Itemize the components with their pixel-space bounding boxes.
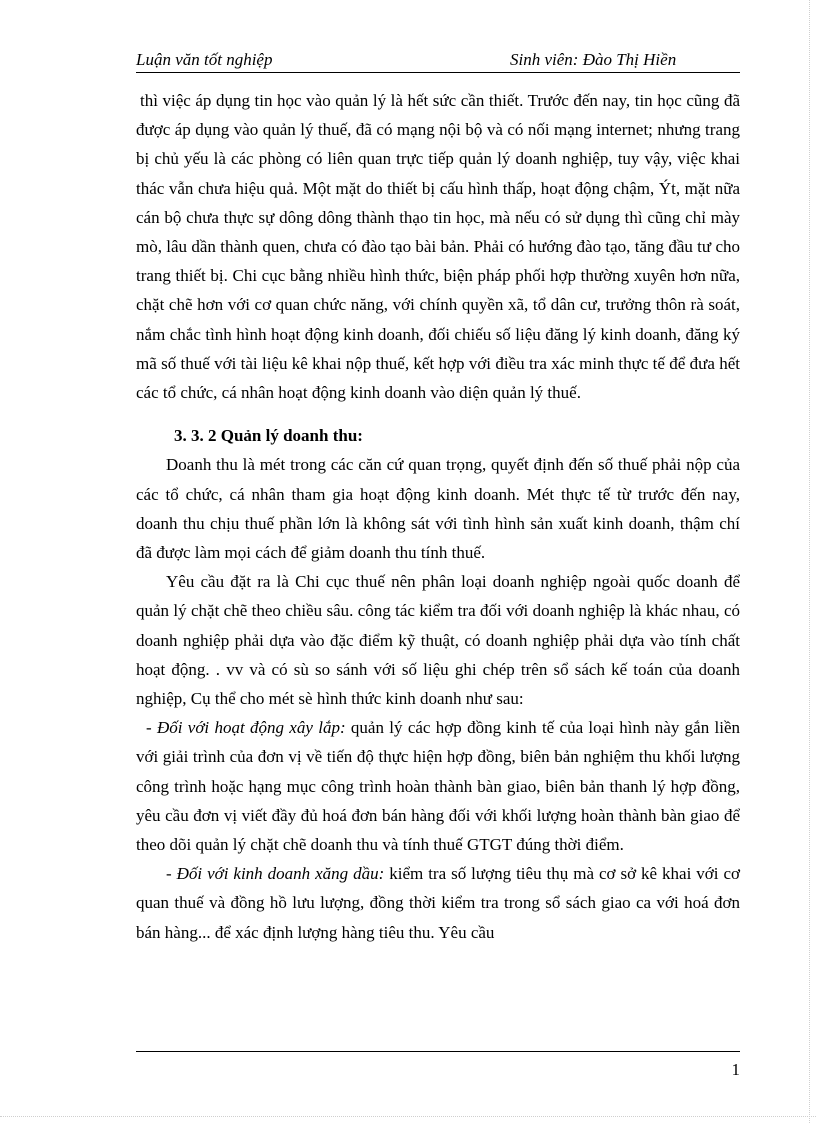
paragraph-construction: [136, 713, 740, 859]
header-thesis-title: Luận văn tốt nghiệp: [136, 50, 273, 69]
document-body: [136, 86, 740, 947]
section-heading-revenue-management: 3. 3. 2 Quản lý doanh thu:: [174, 426, 363, 446]
construction-label: - Đối với hoạt động xây lắp:: [146, 718, 346, 738]
paragraph-it-application: thì việc áp dụng tin học vào quản lý là hết sức cần thiết. Trước đến nay, tin học cũng đã được áp dụng vào quản lý thuế, đã có mạng nội bộ và có nối mạng internet; nhưng trang bị chủ yếu là các phòng có liên quan trực tiếp quản lý doanh nghiệp, tuy vậy, việc khai thác vẫn chưa hiệu quả. Một mặt do thiết bị cấu hình thấp, hoạt động chậm, Ýt, mặt nữa cán bộ chưa thực sự dông dông thành thạo tin học, mà nếu có sử dụng thì cũng chỉ mày mò, lâu dần thành quen, chưa có đào tạo bài bản. Phải có hướng đào tạo, tăng đầu tư cho trang thiết bị. Chi cục bằng nhiều hình thức, biện pháp phối hợp thường xuyên hơn nữa, chặt chẽ hơn với cơ quan chức năng, với chính quyền xã, tổ dân cư, trưởng thôn rà soát, nắm chắc tình hình hoạt động kinh doanh, đối chiếu số liệu đăng lý kinh doanh, đăng ký mã số thuế với tài liệu kê khai nộp thuế, kết hợp với điều tra xác minh thực tế để đưa hết các tổ chức, cá nhân hoạt động kinh doanh vào diện quản lý thuế.: [136, 91, 740, 403]
footer-rule: [136, 1051, 740, 1052]
petroleum-text: kiểm tra số lượng tiêu thụ mà cơ sở kê khai với cơ quan thuế và đồng hồ lưu lượng, đồng thời kiểm tra trong sổ sách giao ca với hoá đơn bán hàng... để xác định lượng hàng tiêu thu. Yêu cầu: [136, 864, 740, 942]
header-student-name: Sinh viên: Đào Thị Hiền: [510, 50, 677, 69]
paragraph-petroleum: [136, 859, 740, 947]
petroleum-label: - Đối với kinh doanh xăng dầu:: [166, 864, 385, 884]
page-header: [136, 48, 740, 72]
paragraph-revenue-definition: Doanh thu là mét trong các căn cứ quan trọng, quyết định đến số thuế phải nộp của các tổ chức, cá nhân tham gia hoạt động kinh doanh. Mét thực tế từ trước đến nay, doanh thu chịu thuế phần lớn là không sát với tình hình sản xuất kinh doanh, thậm chí đã được làm mọi cách để giảm doanh thu tính thuế.: [136, 455, 740, 563]
paragraph-requirements: Yêu cầu đặt ra là Chi cục thuế nên phân loại doanh nghiệp ngoài quốc doanh để quản lý chặt chẽ theo chiều sâu. công tác kiểm tra đối với doanh nghiệp là khác nhau, có doanh nghiệp phải dựa vào đặc điểm kỹ thuật, có doanh nghiệp phải dựa vào tính chất hoạt động. . vv và có sù so sánh với số liệu ghi chép trên sổ sách kế toán của doanh nghiệp, Cụ thể cho mét sè hình thức kinh doanh như sau:: [136, 572, 740, 709]
page-number: 1: [731, 1060, 740, 1079]
header-rule: [136, 72, 740, 73]
page-edge-bottom: [0, 1116, 816, 1117]
page-edge-right: [809, 0, 810, 1123]
construction-text: quản lý các hợp đồng kinh tế của loại hình này gắn liền với giải trình của đơn vị về tiến độ thực hiện hợp đồng, biên bản nghiệm thu khối lượng công trình hoặc hạng mục công trình hoàn thành bàn giao, biên bản thanh lý hợp đồng, yêu cầu đơn vị viết đầy đủ hoá đơn bán hàng đối với khối lượng hoàn thành bàn giao để theo dõi quản lý chặt chẽ doanh thu và tính thuế GTGT đúng thời điểm.: [136, 718, 740, 855]
